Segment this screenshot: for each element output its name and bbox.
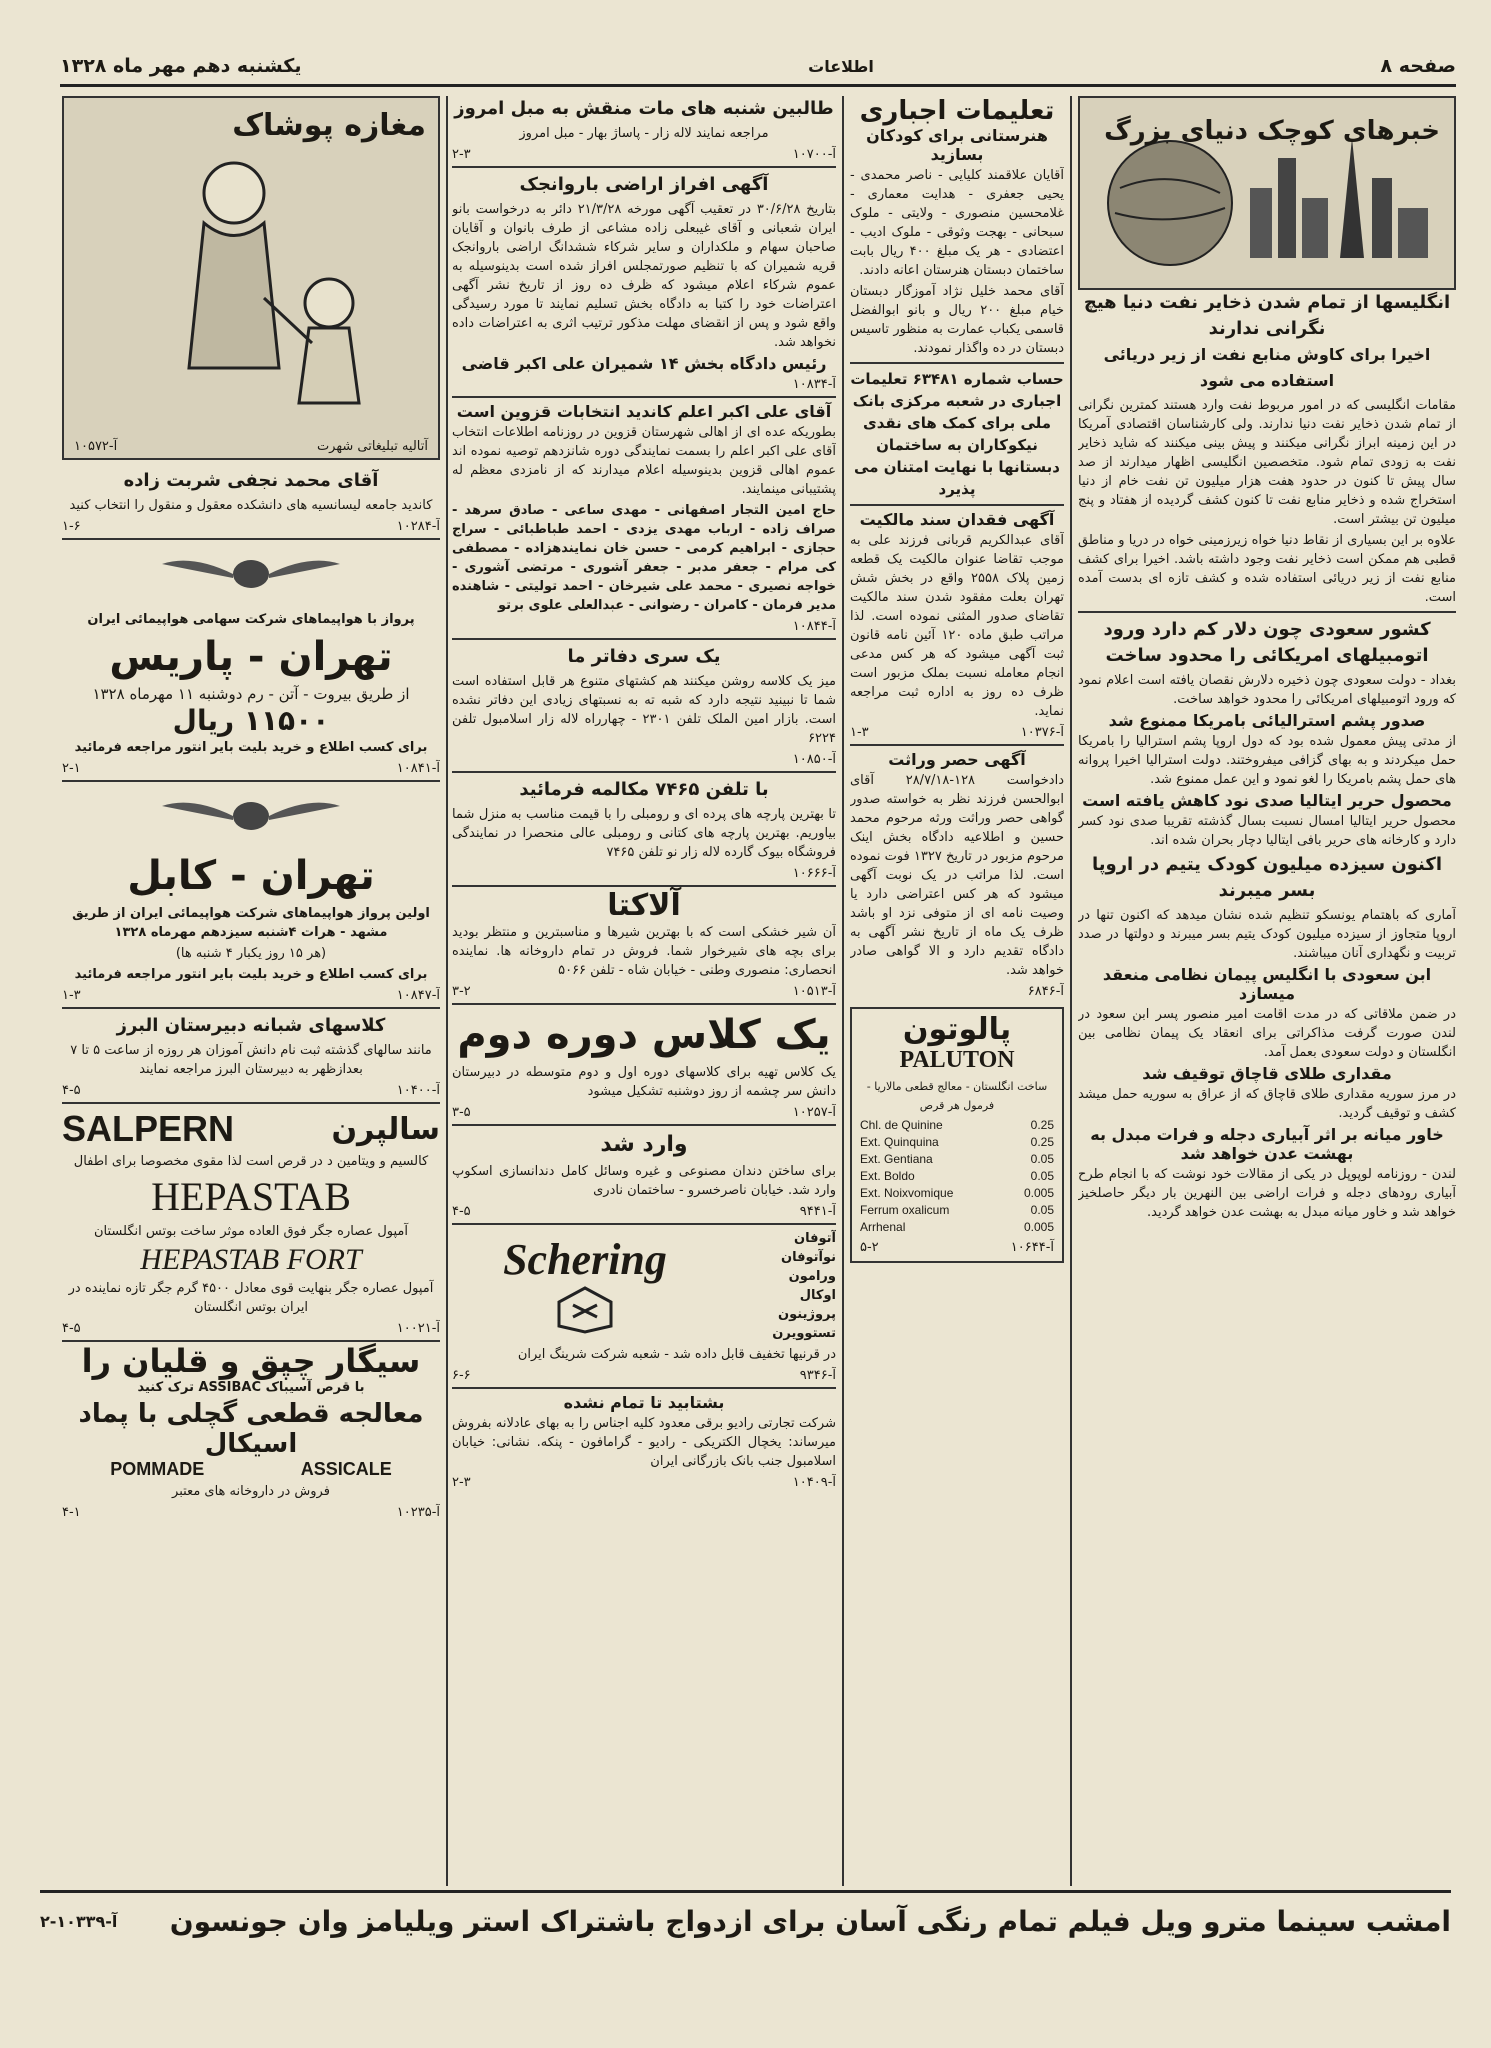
ingredient-name: Ext. Gentiana [860, 1152, 933, 1166]
ad-text: یک کلاس تهیه برای کلاسهای دوره اول و دوم متوسطه در دبیرستان دانش سر چشمه از روز دوشنبه تشکیل میشود [452, 1065, 836, 1099]
headline: صدور پشم استرالیائی بامریکا ممنوع شد [1108, 711, 1426, 730]
ad-text: کاندید جامعه لیسانسیه های دانشکده معقول و منقول را انتخاب کنید [69, 498, 433, 513]
brand-name-latin: Schering [503, 1234, 667, 1284]
brand-name-latin: HEPASTAB FORT [140, 1243, 362, 1276]
ingredient-row [860, 1168, 1054, 1185]
ad-code: ۵-۲ [860, 1240, 879, 1255]
notice-body: آقای عبدالکریم قربانی فرزند علی به موجب تقاضا عنوان مالکیت یک قطعه زمین پلاک ۲۵۵۸ واقع در بخش شش تهران بعلت مفقود شدن سند مالکیت تقاضای صدور المثنی نموده است. لذا مراتب طبق ماده ۱۲۰ آئین نامه قانون ثبت آگهی میشود که هر کس مدعی انجام معامله نسبت بملک مزبور است ظرف ده روز به اداره ثبت مراجعه نماید. [850, 533, 1064, 719]
signatories: حاج امین التجار اصفهانی - مهدی ساعی - صادق سرهد - صراف زاده - ارباب مهدی یزدی - احمد طباطبائی - سراج حجازی - ابراهیم کرمی - حسن خان نمایندهزاده - مصطفی کی مرام - جعفر مدبر - جعفر آشوری - مرتضی آشوری - خواجه نصیری - محمد علی شیرخان - احمد تولیتی - شاهنده مدیر فرمان - کامران - رضوانی - عبدالعلی علوی برتو [452, 503, 836, 613]
headline: انگلیسها از تمام شدن ذخایر نفت دنیا هیچ نگرانی ندارند [1083, 292, 1451, 339]
ad-code: آ-۹۳۴۶ [799, 1368, 836, 1383]
headline: آگهی فقدان سند مالکیت [859, 510, 1055, 529]
ad-code: آ-۱۰۸۴۷ [396, 988, 440, 1003]
ingredient-row [860, 1219, 1054, 1236]
headline: کشور سعودی چون دلار کم دارد ورود اتومبیلهای امریکائی را محدود ساخت [1103, 619, 1431, 666]
notice-body: دادخواست ۱۲۸-۲۸/۷/۱۸ آقای ابوالحسن فرزند نظر به خواسته صدور گواهی حصر وراثت ورثه مرحوم محمد حسین و اطلاعیه دادگاه بخش اینک مرحوم مزبور در تاریخ ۱۳۲۷ فوت نموده است. لذا مراتب در یک نوبت آگهی میشود که هر کس اعتراضی دارد یا وصیت نامه ای از متوفی نزد او باشد ظرف یک ماه از تاریخ نشر آگهی به دادگاه تقدیم دارد و الا گواهی صادر خواهد شد. [850, 773, 1064, 978]
ad-text: مانند سالهای گذشته ثبت نام دانش آموزان هر روزه از ساعت ۵ تا ۷ بعدازظهر به دبیرستان البرز مراجعه نمایند [70, 1043, 432, 1077]
ingredient-list [860, 1117, 1054, 1236]
column-rule [1070, 96, 1072, 1886]
ad-text: شرکت تجارتی رادیو برقی معدود کلیه اجناس را به بهای عادلانه بفروش میرساند: یخچال الکتریکی - رادیو - گرامافون - پنکه. نشانی: خیابان اسلامبول جنب بانک بازرگانی ایران [452, 1416, 836, 1469]
ad-code: ۶-۶ [452, 1368, 471, 1383]
signature: رئیس دادگاه بخش ۱۴ شمیران علی اکبر قاضی [461, 354, 827, 373]
ad-code: ۱-۶ [62, 519, 81, 534]
headline: حساب شماره ۶۳۴۸۱ تعلیمات اجباری در شعبه مرکزی بانک ملی برای کمک های نقدی نیکوکاران به ساختمان دبستانها با نهایت امتنان می پذیرد [850, 370, 1064, 498]
subheadline: اخیرا برای کاوش منابع نفت از زیر دریائی استفاده می شود [1103, 345, 1431, 390]
ingredient-row [860, 1202, 1054, 1219]
headline: مقداری طلای قاچاق توقیف شد [1142, 1064, 1392, 1083]
ad-code: آ-۱۰۸۴۱ [396, 761, 440, 776]
ingredient-amount: 0.25 [1030, 1118, 1054, 1132]
notice-body: بتاریخ ۳۰/۶/۲۸ در تعقیب آگهی مورخه ۲۱/۳/۲۸ دائر به درخواست بانو ایران شعبانی و آقای غیبعلی زاده مشاعی از طرف بانوان و آقایان صاحبان سهام و ملکداران و سایر شرکاء ششدانگ اراضی باروانجک قریه شمیران که با تنظیم صورتمجلس افراز شده است بدینوسیله به عموم شرکاء اعلام میشود که ظرف ده روز از تاریخ نشر آگهی اعتراضات خود را کتبا به دادگاه بخش تسلیم نمایند تا مورد رسیدگی واقع شود و پس از انقضای مهلت مذکور ترتیب اثری به اعتراضات داده نخواهد شد. [452, 202, 836, 350]
article-body: در مرز سوریه مقداری طلای قاچاق که از عراق به سوریه حمل میشد کشف و توقیف گردید. [1078, 1087, 1456, 1121]
column-classifieds [62, 96, 440, 1880]
headline: آگهی افراز اراضی باروانجک [519, 174, 769, 195]
winged-logo-icon [62, 544, 440, 604]
route-info: (هر ۱۵ روز یکبار ۴ شنبه ها) [175, 946, 327, 961]
ad-code: آ-۱۰۳۳۹-۲ [40, 1911, 118, 1931]
ingredient-name: Arrhenal [860, 1220, 906, 1234]
headline: بشتابید تا تمام نشده [563, 1393, 725, 1412]
brand-name-latin: POMMADE [110, 1459, 205, 1479]
headline: تعلیمات اجباری [859, 96, 1055, 126]
ad-text: با قرص آسیباک ASSIBAC ترک کنید [137, 1380, 365, 1395]
issue-date: یکشنبه دهم مهر ماه ۱۳۲۸ [60, 55, 302, 77]
ad-text: کالسیم و ویتامین د در قرص است لذا مقوی مخصوصا برای اطفال [73, 1154, 429, 1169]
ad-code: ۴-۱ [62, 1505, 81, 1520]
ad-code: آ-۱۰۲۳۵ [396, 1505, 440, 1520]
ad-code: آ-۱۰۸۵۰ [792, 752, 836, 767]
headline: آقای محمد نجفی شربت زاده [123, 470, 379, 491]
ingredient-name: Ferrum oxalicum [860, 1203, 950, 1217]
headline: آگهی حصر وراثت [888, 750, 1026, 769]
ad-text: فروش در داروخانه های معتبر [172, 1484, 330, 1499]
ad-code: ۱-۳ [850, 725, 869, 740]
headline: معالجه قطعی گچلی با پماد اسیکال [78, 1399, 424, 1459]
ingredient-name: Ext. Quinquina [860, 1135, 939, 1149]
ad-text: پرواز با هواپیماهای شرکت سهامی هواپیمائی ایران [87, 612, 415, 627]
article-body: بغداد - دولت سعودی چون ذخیره دلارش نقصان یافته است اعلام نمود که ورود اتومبیلهای امریکائی را محدود خواهد ساخت. [1078, 673, 1456, 707]
ticket-price: ۱۱۵۰۰ ریال [172, 704, 330, 737]
brand-name-latin: PALUTON [899, 1047, 1015, 1073]
ad-code: آ-۱۰۵۱۳ [792, 984, 836, 999]
ingredient-amount: 0.05 [1030, 1152, 1054, 1166]
schering-ad [452, 1229, 836, 1343]
ad-code: آ-۶۸۴۶ [1027, 984, 1064, 999]
ad-code: آ-۱۰۸۳۴ [792, 377, 836, 392]
route-title: تهران - کابل [127, 853, 375, 899]
column-ads [452, 96, 836, 1880]
headline: ابن سعودی با انگلیس پیمان نظامی منعقد میسازد [1102, 965, 1432, 1003]
winged-logo-icon [62, 786, 440, 846]
ad-text: برای کسب اطلاع و خرید بلیت بایر انتور مراجعه فرمائید [74, 967, 428, 982]
ad-code: آ-۱۰۴۰۰ [396, 1083, 440, 1098]
ingredient-name: Chl. de Quinine [860, 1118, 943, 1132]
column-news [1078, 96, 1456, 1880]
headline: با تلفن ۷۴۶۵ مکالمه فرمائید [519, 779, 769, 800]
ingredient-row [860, 1134, 1054, 1151]
ad-code: ۲-۳ [452, 147, 471, 162]
headline: اکنون سیزده میلیون کودک یتیم در اروپا بسر میبرند [1091, 854, 1442, 901]
schering-logo [452, 1234, 718, 1339]
notice-body: بطوریکه عده ای از اهالی شهرستان قزوین در روزنامه اطلاعات انتخاب آقای علی اکبر اعلم را بسمت نمایندگی دوره شانزدهم توصیه نموده اند عموم اهالی قزوین بدینوسیله اعلام میدارند که از نامزدی معظم له پشتیبانی مینمایند. [452, 425, 836, 497]
ad-code: آ-۱۰۴۰۹ [792, 1475, 836, 1490]
article-body: علاوه بر این بسیاری از نقاط دنیا خواه زیرزمینی خواه در دریا و مناطق قطبی هم ممکن است ذخایر نفت وجود داشته باشد. اخیرا برای کشف منابع نفت از زیر دریائی استفاده شده و کشف تازه ای بدست آمده است. [1078, 533, 1456, 605]
brand-name: سالپرن [331, 1111, 440, 1147]
ad-code: ۴-۵ [452, 1204, 471, 1219]
ingredient-amount: 0.05 [1030, 1169, 1054, 1183]
news-banner [1078, 96, 1456, 290]
ingredient-name: Ext. Noixvomique [860, 1186, 954, 1200]
shop-title: مغازه پوشاک [232, 108, 426, 143]
column-rule [842, 96, 844, 1886]
article-body: مقامات انگلیسی که در امور مربوط نفت وارد هستند کمترین نگرانی از تمام شدن ذخایر نفت دنیا ندارند. ولی کارشناسان اقتصادی آمریکا در این زمینه ابراز نگرانی میکنند و پیش بینی میکنند که شاید ذخایر نفت به زودی تمام شود. متخصصین انگلیسی اظهار میدارند از صد سال پیش تا کنون در حدود هفت هزار میلیون تن نفت خام از دنیا استخراج شده و ذخایر منابع نفت تا کنون کشف گردیده از هفتاد و پنج میلیون تن بیشتر است. [1078, 398, 1456, 527]
product-item: نوآتوفان [780, 1250, 836, 1265]
ad-code: آ-۱۰۲۸۴ [396, 519, 440, 534]
ad-text: ساخت انگلستان - معالج قطعی مالاریا - فرمول هر قرص [866, 1080, 1048, 1112]
headline: یک کلاس دوره دوم [457, 1012, 831, 1058]
ingredient-row [860, 1185, 1054, 1202]
ad-text: برای کسب اطلاع و خرید بلیت بایر انتور مراجعه فرمائید [74, 740, 428, 755]
ad-code: آ-۱۰۶۶۶ [792, 866, 836, 881]
agency-credit: آتالیه تبلیغاتی شهرت [316, 439, 428, 454]
headline: وارد شد [600, 1132, 688, 1157]
clothing-store-ad [62, 96, 440, 460]
footer-banner [40, 1890, 1451, 1949]
headline: محصول حریر ایتالیا صدی نود کاهش یافته است [1082, 791, 1452, 810]
ad-code: آ-۱۰۳۷۶ [1020, 725, 1064, 740]
ingredient-amount: 0.005 [1023, 1220, 1054, 1234]
article-body: لندن - روزنامه لوپوپل در یکی از مقالات خود نوشت که با انجام طرح آبیاری رودهای دجله و فرات اراضی بین النهرین بار دیگر حاصلخیز خواهد شد و خاور میانه مبدل به بهشت عدن خواهد گردید. [1078, 1167, 1456, 1220]
column-rule [446, 96, 448, 1886]
brand-name-latin: ASSICALE [300, 1459, 392, 1479]
ad-text: برای ساختن دندان مصنوعی و غیره وسائل کامل دندانسازی اسکوپ وارد شد. خیابان ناصرخسرو - ساختمان نادری [452, 1164, 836, 1198]
headline: طالبین شنبه های مات منقش به مبل امروز [454, 98, 834, 119]
ad-text: در قرنیها تخفیف قابل داده شد - شعبه شرکت شرینگ ایران [517, 1347, 836, 1362]
ad-code: آ-۱۰۶۴۴ [1010, 1240, 1054, 1255]
ad-text: مراجعه نمایند لاله زار - پاساژ بهار - مبل امروز [519, 126, 769, 141]
hexagon-logo-icon [555, 1285, 615, 1335]
ad-code: ۲-۱ [62, 761, 81, 776]
brand-name: پالوتون [902, 1012, 1012, 1047]
article-body: محصول حریر ایتالیا امسال نسبت بسال گذشته تقریبا صدی نود کسر دارد و کارخانه های حریر بافی ایتالیا دچار بحران شده اند. [1078, 814, 1456, 848]
product-item: ورامون [788, 1269, 836, 1284]
headline: آلاکتا [607, 888, 681, 923]
ad-code: آ-۱۰۲۵۷ [792, 1105, 836, 1120]
ad-text: تا بهترین پارچه های پرده ای و رومبلی را با قیمت مناسب به منزل شما بیاوریم. بهترین پارچه های کتانی و رومبلی عالی منحصرا در نمایندگی فروشگاه بیوک گارده لاله زار نو تلفن ۷۴۶۵ [452, 807, 836, 860]
headline: آقای علی اکبر اعلم کاندید انتخابات قزوین است [456, 402, 832, 421]
subheadline: هنرستانی برای کودکان بسازید [866, 126, 1048, 164]
cinema-ad: امشب سینما مترو ویل فیلم تمام رنگی آسان برای ازدواج باشتراک استر ویلیامز وان جونسون [169, 1904, 1451, 1938]
banner-title: خبرهای کوچک دنیای بزرگ [1104, 116, 1440, 146]
product-item: پروژینون [778, 1307, 836, 1322]
ad-code: آ-۹۴۴۱ [799, 1204, 836, 1219]
page-header [60, 48, 1456, 87]
ingredient-amount: 0.005 [1023, 1186, 1054, 1200]
route-info: از طریق بیروت - آتن - رم دوشنبه ۱۱ مهرماه ۱۳۲۸ [92, 685, 410, 703]
ad-code: آ-۱۰۷۰۰ [792, 147, 836, 162]
ad-code: ۳-۲ [452, 984, 471, 999]
ad-text: آن شیر خشکی است که با بهترین شیرها و مناسبترین و منتظر بودید برای بچه های شیرخوار شما. فروش در تمام داروخانه ها. نماینده انحصاری: منصوری وطنی - خیابان شاه - تلفن ۵۰۶۶ [452, 925, 836, 978]
ad-code: ۴-۵ [62, 1083, 81, 1098]
article-body: آماری که باهتمام یونسکو تنظیم شده نشان میدهد که اکنون تنها در اروپا متجاوز از سیزده میلیون کودک یتیم بسر میبرند و دولتها در صدد تربیت و نگهداری آنان میباشند. [1078, 908, 1456, 961]
ad-code: آ-۱۰۸۴۴ [792, 619, 836, 634]
column-notices [850, 96, 1064, 1880]
ad-code: ۲-۳ [452, 1475, 471, 1490]
ad-code: ۱-۳ [62, 988, 81, 1003]
ad-code: ۴-۵ [62, 1321, 81, 1336]
product-item: آتوفان [794, 1231, 836, 1246]
ingredient-name: Ext. Boldo [860, 1169, 915, 1183]
paluton-ad [850, 1007, 1064, 1263]
ingredient-row [860, 1117, 1054, 1134]
product-item: اوکال [799, 1288, 836, 1303]
ingredient-amount: 0.05 [1030, 1203, 1054, 1217]
article-body: در ضمن ملاقاتی که در مدت اقامت امیر منصور پسر ابن سعود در لندن صورت گرفت مذاکراتی برای انعقاد یک پیمان نظامی بین انگلستان و دولت سعودی بعمل آمد. [1078, 1007, 1456, 1060]
ad-text: اولین پرواز هواپیماهای شرکت هواپیمائی ایران از طریق مشهد - هرات ۴شنبه سیزدهم مهرماه ۱۳۲۸ [72, 906, 430, 940]
ingredient-amount: 0.25 [1030, 1135, 1054, 1149]
brand-name-latin: SALPERN [62, 1108, 235, 1149]
ad-text: میز یک کلاسه روشن میکنند هم کشتهای متنوع هر قابل استفاده است شما تا نبینید نتیجه دارد که شبه ته به نسبتهای زیادی این دفاتر نشده است. بازار امین الملک تلفن ۲۳۰۱ - چهارراه لاله زار اسلامبول تلفن ۶۲۲۴ [452, 674, 836, 746]
brand-name-latin: HEPASTAB [151, 1174, 351, 1219]
product-item: تستوویرن [772, 1326, 836, 1341]
article-body: از مدتی پیش معمول شده بود که دول اروپا پشم استرالیا را بامریکا حمل میکردند و به بهای گزافی میفروختند. دولت استرالیا اخیرا پروانه های حمل پشم بامریکا را لغو نمود و این عمل ممنوع شد. [1078, 734, 1456, 787]
headline: خاور میانه بر اثر آبیاری دجله و فرات مبدل به بهشت عدن خواهد شد [1090, 1125, 1444, 1163]
ingredient-row [860, 1151, 1054, 1168]
headline: کلاسهای شبانه دبیرستان البرز [116, 1015, 386, 1036]
page-number: صفحه ۸ [1380, 55, 1456, 77]
mother-child-illustration [64, 98, 438, 454]
article-body: آقایان علاقمند کلیایی - ناصر محمدی - یحیی جعفری - هدایت معماری - غلامحسین منصوری - ولایتی - ملوک سبحانی - بهجت وثوقی - ملوک ادیب - اعتضادی - هر یک مبلغ ۴۰۰ ریال بابت ساختمان دبستان هنرستان اعانه دادند. [850, 168, 1064, 278]
ad-code: آ-۱۰۰۲۱ [396, 1321, 440, 1336]
ad-code: آ-۱۰۵۷۲ [74, 439, 118, 454]
ad-text: آمپول عصاره جگر فوق العاده موثر ساخت بوتس انگلستان [94, 1224, 408, 1239]
ad-code: ۳-۵ [452, 1105, 471, 1120]
ad-text: آمپول عصاره جگر بنهایت قوی معادل ۴۵۰۰ گرم جگر تازه نماینده در ایران بوتس انگلستان [68, 1281, 434, 1315]
product-list [726, 1229, 836, 1343]
headline: سیگار چپق و قلیان را [81, 1342, 421, 1380]
headline: یک سری دفاتر ما [567, 646, 721, 667]
publication-name: اطلاعات [808, 56, 874, 76]
route-title: تهران - پاریس [109, 634, 393, 680]
article-body: آقای محمد خلیل نژاد آموزگار دبستان خیام مبلغ ۲۰۰ ریال و بانو ابوالفضل قاسمی یکباب عمارت به منظور تاسیس دبستان در ده واگذار نمودند. [850, 284, 1064, 356]
